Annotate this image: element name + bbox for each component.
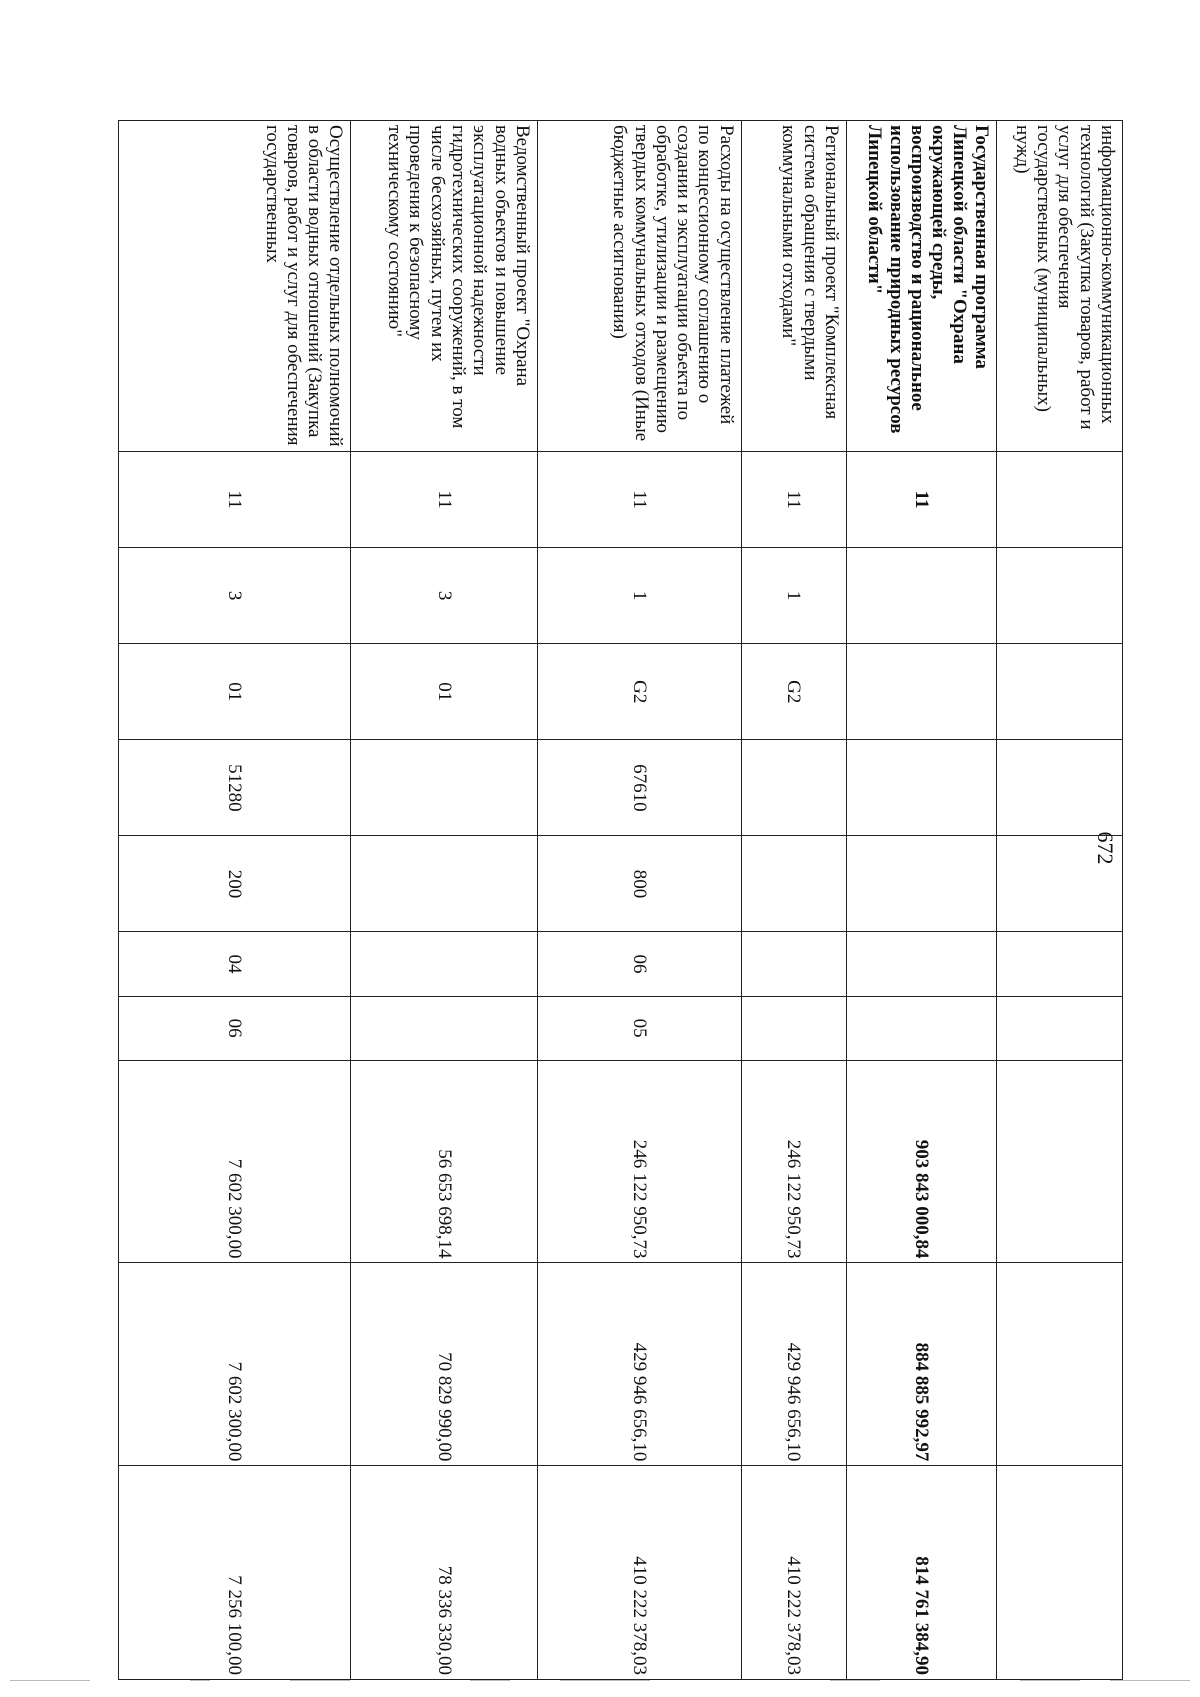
program-code-cell: 1 [537,548,741,644]
amount-year2-cell: 429 946 656,10 [537,1263,741,1466]
admin-code-cell: 11 [119,452,351,548]
target-article-cell: 67610 [537,740,741,836]
amount-year3-cell [996,1466,1122,1680]
section-cell: 06 [537,932,741,996]
amount-year1-cell: 56 653 698,14 [351,1060,537,1263]
subprogram-code-cell: 01 [351,644,537,740]
row-name-cell: Государственная программа Липецкой области "Охрана окружающей среды, воспроизводство и рациональное использование природных ресурсов Липецкой области" [846,121,996,452]
amount-year1-cell: 246 122 950,73 [741,1060,846,1263]
subprogram-code-cell [996,644,1122,740]
table-row [996,121,1122,1680]
section-cell [351,932,537,996]
section-cell [741,932,846,996]
amount-year1-cell [996,1060,1122,1263]
scan-edge-marks [0,1680,1200,1682]
amount-year2-cell: 7 602 300,00 [119,1263,351,1466]
expense-type-cell: 800 [537,836,741,932]
subprogram-code-cell: 01 [119,644,351,740]
subprogram-code-cell: G2 [537,644,741,740]
admin-code-cell: 11 [846,452,996,548]
row-name-cell: Региональный проект "Комплексная система обращения с твердыми коммунальными отходами" [741,121,846,452]
subsection-cell [996,996,1122,1060]
program-code-cell [846,548,996,644]
amount-year2-cell: 70 829 990,00 [351,1263,537,1466]
subsection-cell: 05 [537,996,741,1060]
admin-code-cell [996,452,1122,548]
program-code-cell: 3 [351,548,537,644]
table-row [119,121,351,1680]
amount-year3-cell: 814 761 384,90 [846,1466,996,1680]
program-code-cell: 3 [119,548,351,644]
expense-type-cell [351,836,537,932]
budget-table-wrapper [118,120,1123,1680]
amount-year2-cell: 884 885 992,97 [846,1263,996,1466]
target-article-cell [996,740,1122,836]
amount-year1-cell: 7 602 300,00 [119,1060,351,1263]
target-article-cell [351,740,537,836]
table-row [846,121,996,1680]
amount-year3-cell: 78 336 330,00 [351,1466,537,1680]
amount-year2-cell: 429 946 656,10 [741,1263,846,1466]
program-code-cell: 1 [741,548,846,644]
section-cell [996,932,1122,996]
subsection-cell: 06 [119,996,351,1060]
expense-type-cell [996,836,1122,932]
row-name-cell: информационно-коммуникационных технологий (Закупка товаров, работ и услуг для обеспечения государственных (муниципальных) нужд) [996,121,1122,452]
table-row [741,121,846,1680]
section-cell [846,932,996,996]
expense-type-cell [741,836,846,932]
subprogram-code-cell [846,644,996,740]
admin-code-cell: 11 [741,452,846,548]
target-article-cell: 51280 [119,740,351,836]
amount-year2-cell [996,1263,1122,1466]
table-row [351,121,537,1680]
budget-table [118,120,1123,1680]
expense-type-cell: 200 [119,836,351,932]
expense-type-cell [846,836,996,932]
row-name-cell: Ведомственный проект "Охрана водных объектов и повышение эксплуатационной надежности гидротехнических сооружений, в том числе бесхозяйных, путем их проведения к безопасному техническому состоянию" [351,121,537,452]
page-number: 672 [1093,831,1118,865]
target-article-cell [741,740,846,836]
target-article-cell [846,740,996,836]
row-name-cell: Осуществление отдельных полномочий в области водных отношений (Закупка товаров, работ и услуг для обеспечения государственных [119,121,351,452]
table-row [537,121,741,1680]
section-cell: 04 [119,932,351,996]
amount-year3-cell: 410 222 378,03 [537,1466,741,1680]
amount-year1-cell: 246 122 950,73 [537,1060,741,1263]
program-code-cell [996,548,1122,644]
subprogram-code-cell: G2 [741,644,846,740]
amount-year3-cell: 410 222 378,03 [741,1466,846,1680]
subsection-cell [846,996,996,1060]
amount-year1-cell: 903 843 000,84 [846,1060,996,1263]
admin-code-cell: 11 [537,452,741,548]
admin-code-cell: 11 [351,452,537,548]
amount-year3-cell: 7 256 100,00 [119,1466,351,1680]
subsection-cell [351,996,537,1060]
row-name-cell: Расходы на осуществление платежей по концессионному соглашению о создании и эксплуатации объекта по обработке, утилизации и размещению твердых коммунальных отходов (Иные бюджетные ассигнования) [537,121,741,452]
subsection-cell [741,996,846,1060]
